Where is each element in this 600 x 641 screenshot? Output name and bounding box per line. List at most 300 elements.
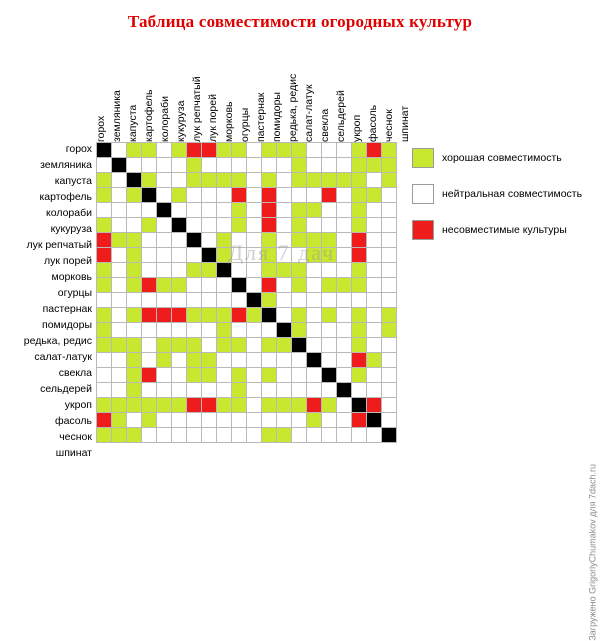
- matrix-cell: [202, 143, 217, 158]
- matrix-cell: [172, 158, 187, 173]
- legend-swatch: [412, 184, 434, 204]
- matrix-cell: [142, 413, 157, 428]
- matrix-cell: [307, 413, 322, 428]
- column-header-label: сельдерей: [335, 90, 347, 142]
- matrix-cell: [142, 338, 157, 353]
- matrix-cell: [322, 263, 337, 278]
- matrix-row: [97, 338, 397, 353]
- matrix-cell: [187, 173, 202, 188]
- matrix-cell: [382, 413, 397, 428]
- matrix-cell: [277, 398, 292, 413]
- matrix-cell: [202, 188, 217, 203]
- matrix-cell: [307, 203, 322, 218]
- matrix-cell: [322, 203, 337, 218]
- matrix-cell: [112, 323, 127, 338]
- matrix-cell: [262, 323, 277, 338]
- matrix-cell: [292, 383, 307, 398]
- matrix-cell: [352, 383, 367, 398]
- legend-item: [412, 148, 598, 168]
- matrix-cell: [127, 248, 142, 263]
- matrix-cell: [172, 398, 187, 413]
- matrix-cell: [337, 308, 352, 323]
- matrix-cell: [292, 263, 307, 278]
- legend-item: [412, 220, 598, 240]
- matrix-cell: [217, 323, 232, 338]
- matrix-cell: [157, 368, 172, 383]
- matrix-cell: [157, 338, 172, 353]
- matrix-cell: [112, 233, 127, 248]
- page-title: Таблица совместимости огородных культур: [127, 12, 473, 31]
- matrix-cell: [217, 428, 232, 443]
- matrix-cell: [322, 398, 337, 413]
- matrix-cell: [187, 353, 202, 368]
- matrix-cell: [247, 353, 262, 368]
- matrix-cell: [307, 248, 322, 263]
- matrix-cell: [112, 143, 127, 158]
- matrix-cell: [232, 368, 247, 383]
- matrix-cell: [247, 248, 262, 263]
- matrix-cell: [112, 218, 127, 233]
- matrix-cell: [232, 203, 247, 218]
- row-header-label: помидоры: [42, 319, 92, 331]
- matrix-cell: [127, 368, 142, 383]
- matrix-cell: [97, 413, 112, 428]
- matrix-cell: [157, 293, 172, 308]
- matrix-cell: [322, 413, 337, 428]
- matrix-cell: [277, 353, 292, 368]
- row-header-label: укроп: [64, 399, 92, 411]
- matrix-cell: [97, 203, 112, 218]
- matrix-cell: [292, 158, 307, 173]
- matrix-row: [97, 143, 397, 158]
- matrix-cell: [367, 263, 382, 278]
- matrix-cell: [247, 203, 262, 218]
- matrix-cell: [187, 338, 202, 353]
- matrix-cell: [292, 398, 307, 413]
- matrix-cell: [97, 293, 112, 308]
- matrix-cell: [142, 158, 157, 173]
- matrix-cell: [202, 158, 217, 173]
- matrix-cell: [112, 383, 127, 398]
- matrix-cell: [187, 428, 202, 443]
- matrix-cell: [262, 428, 277, 443]
- matrix-cell: [382, 338, 397, 353]
- matrix-table: [96, 142, 397, 443]
- matrix-cell: [127, 308, 142, 323]
- matrix-cell: [367, 308, 382, 323]
- matrix-cell: [187, 233, 202, 248]
- matrix-cell: [157, 188, 172, 203]
- matrix-cell: [247, 428, 262, 443]
- matrix-cell: [367, 203, 382, 218]
- matrix-cell: [352, 248, 367, 263]
- legend-swatch: [412, 220, 434, 240]
- matrix-cell: [352, 323, 367, 338]
- matrix-cell: [277, 428, 292, 443]
- matrix-cell: [142, 353, 157, 368]
- matrix-cell: [127, 158, 142, 173]
- matrix-cell: [367, 383, 382, 398]
- matrix-cell: [292, 248, 307, 263]
- matrix-cell: [187, 323, 202, 338]
- matrix-cell: [247, 263, 262, 278]
- matrix-cell: [202, 248, 217, 263]
- matrix-cell: [382, 143, 397, 158]
- matrix-cell: [187, 188, 202, 203]
- matrix-cell: [202, 218, 217, 233]
- matrix-cell: [157, 158, 172, 173]
- matrix-cell: [322, 248, 337, 263]
- matrix-cell: [337, 338, 352, 353]
- matrix-cell: [202, 398, 217, 413]
- matrix-cell: [382, 158, 397, 173]
- matrix-cell: [97, 218, 112, 233]
- row-header-label: огурцы: [57, 287, 92, 299]
- matrix-cell: [202, 203, 217, 218]
- matrix-cell: [307, 398, 322, 413]
- matrix-cell: [202, 383, 217, 398]
- column-header-label: фасоль: [367, 104, 379, 142]
- matrix-cell: [292, 308, 307, 323]
- matrix-cell: [277, 338, 292, 353]
- matrix-cell: [97, 383, 112, 398]
- matrix-cell: [337, 323, 352, 338]
- matrix-cell: [202, 278, 217, 293]
- matrix-cell: [97, 308, 112, 323]
- matrix-cell: [337, 248, 352, 263]
- matrix-cell: [247, 338, 262, 353]
- matrix-cell: [292, 428, 307, 443]
- matrix-cell: [262, 188, 277, 203]
- row-header-label: горох: [65, 143, 92, 155]
- matrix-cell: [232, 338, 247, 353]
- matrix-cell: [337, 278, 352, 293]
- legend-item: [412, 184, 598, 204]
- column-headers: [95, 46, 411, 142]
- matrix-cell: [157, 428, 172, 443]
- matrix-cell: [142, 383, 157, 398]
- matrix-cell: [112, 293, 127, 308]
- matrix-cell: [217, 173, 232, 188]
- matrix-cell: [247, 218, 262, 233]
- matrix-cell: [202, 368, 217, 383]
- matrix-cell: [127, 218, 142, 233]
- matrix-cell: [112, 338, 127, 353]
- row-header-label: капуста: [54, 175, 92, 187]
- watermark-center: Для 7 дач: [228, 240, 336, 265]
- matrix-cell: [142, 173, 157, 188]
- matrix-cell: [322, 173, 337, 188]
- matrix-cell: [172, 353, 187, 368]
- matrix-cell: [352, 158, 367, 173]
- matrix-cell: [217, 293, 232, 308]
- legend-label: несовместимые культуры: [442, 224, 567, 236]
- matrix-cell: [337, 158, 352, 173]
- matrix-cell: [97, 143, 112, 158]
- matrix-cell: [247, 278, 262, 293]
- matrix-cell: [277, 383, 292, 398]
- matrix-cell: [157, 248, 172, 263]
- matrix-cell: [172, 263, 187, 278]
- matrix-row: [97, 248, 397, 263]
- matrix-cell: [112, 158, 127, 173]
- matrix-cell: [127, 383, 142, 398]
- watermark-attribution: Загружено GrigoriyChumakov для 7dach.ru: [588, 464, 598, 641]
- matrix-cell: [217, 188, 232, 203]
- matrix-cell: [367, 323, 382, 338]
- matrix-cell: [292, 338, 307, 353]
- matrix-cell: [337, 428, 352, 443]
- matrix-row: [97, 428, 397, 443]
- matrix-cell: [142, 323, 157, 338]
- legend-label: нейтральная совместимость: [442, 188, 583, 200]
- matrix-cell: [322, 293, 337, 308]
- row-header-label: пастернак: [42, 303, 92, 315]
- column-header-label: укроп: [351, 114, 363, 142]
- matrix-cell: [127, 173, 142, 188]
- matrix-cell: [322, 158, 337, 173]
- matrix-cell: [247, 413, 262, 428]
- matrix-cell: [307, 308, 322, 323]
- column-header-label: капуста: [127, 104, 139, 142]
- matrix-cell: [337, 353, 352, 368]
- matrix-row: [97, 293, 397, 308]
- matrix-cell: [142, 248, 157, 263]
- matrix-cell: [337, 203, 352, 218]
- matrix-row: [97, 398, 397, 413]
- row-header-label: земляника: [40, 159, 92, 171]
- matrix-cell: [187, 383, 202, 398]
- matrix-cell: [367, 353, 382, 368]
- matrix-cell: [202, 428, 217, 443]
- matrix-cell: [217, 233, 232, 248]
- matrix-cell: [97, 188, 112, 203]
- matrix-cell: [157, 278, 172, 293]
- matrix-cell: [292, 413, 307, 428]
- row-header-label: колораби: [46, 207, 92, 219]
- matrix-cell: [217, 143, 232, 158]
- matrix-cell: [367, 338, 382, 353]
- matrix-cell: [262, 383, 277, 398]
- matrix-cell: [112, 278, 127, 293]
- column-header-label: колораби: [159, 96, 171, 142]
- matrix-cell: [112, 413, 127, 428]
- matrix-cell: [292, 293, 307, 308]
- matrix-cell: [247, 143, 262, 158]
- matrix-cell: [127, 413, 142, 428]
- matrix-cell: [127, 203, 142, 218]
- matrix-cell: [277, 248, 292, 263]
- matrix-cell: [232, 143, 247, 158]
- matrix-row: [97, 383, 397, 398]
- matrix-row: [97, 263, 397, 278]
- row-header-label: сельдерей: [40, 383, 92, 395]
- matrix-cell: [367, 173, 382, 188]
- matrix-cell: [292, 203, 307, 218]
- matrix-cell: [292, 188, 307, 203]
- matrix-cell: [217, 338, 232, 353]
- matrix-cell: [112, 173, 127, 188]
- matrix-cell: [382, 278, 397, 293]
- matrix-cell: [262, 368, 277, 383]
- matrix-cell: [127, 323, 142, 338]
- matrix-cell: [247, 293, 262, 308]
- matrix-cell: [277, 293, 292, 308]
- matrix-cell: [367, 158, 382, 173]
- matrix-cell: [142, 143, 157, 158]
- matrix-cell: [112, 203, 127, 218]
- matrix-cell: [322, 338, 337, 353]
- matrix-cell: [187, 308, 202, 323]
- column-header-label: пастернак: [255, 92, 267, 142]
- matrix-cell: [172, 368, 187, 383]
- matrix-cell: [262, 158, 277, 173]
- matrix-cell: [382, 263, 397, 278]
- matrix-cell: [307, 233, 322, 248]
- matrix-row: [97, 158, 397, 173]
- matrix-cell: [217, 248, 232, 263]
- matrix-cell: [97, 368, 112, 383]
- matrix-cell: [202, 323, 217, 338]
- matrix-cell: [277, 188, 292, 203]
- matrix-cell: [127, 338, 142, 353]
- matrix-cell: [337, 398, 352, 413]
- column-header-label: помидоры: [271, 92, 283, 142]
- matrix-cell: [352, 143, 367, 158]
- matrix-cell: [217, 158, 232, 173]
- matrix-cell: [142, 233, 157, 248]
- matrix-cell: [262, 233, 277, 248]
- matrix-cell: [262, 308, 277, 323]
- matrix-cell: [262, 413, 277, 428]
- matrix-cell: [232, 353, 247, 368]
- matrix-cell: [247, 158, 262, 173]
- matrix-cell: [187, 218, 202, 233]
- matrix-cell: [247, 233, 262, 248]
- matrix-cell: [172, 383, 187, 398]
- matrix-row: [97, 323, 397, 338]
- matrix-cell: [97, 323, 112, 338]
- legend-swatch: [412, 148, 434, 168]
- matrix-cell: [97, 398, 112, 413]
- matrix-cell: [187, 278, 202, 293]
- matrix-cell: [127, 428, 142, 443]
- matrix-cell: [247, 368, 262, 383]
- matrix-cell: [232, 413, 247, 428]
- matrix-cell: [202, 233, 217, 248]
- matrix-cell: [307, 338, 322, 353]
- matrix-cell: [232, 233, 247, 248]
- matrix-cell: [157, 143, 172, 158]
- matrix-cell: [292, 218, 307, 233]
- matrix-cell: [367, 248, 382, 263]
- matrix-cell: [262, 203, 277, 218]
- matrix-cell: [202, 263, 217, 278]
- matrix-cell: [337, 413, 352, 428]
- matrix-cell: [277, 143, 292, 158]
- matrix-cell: [247, 308, 262, 323]
- matrix-cell: [232, 383, 247, 398]
- matrix-cell: [142, 398, 157, 413]
- matrix-cell: [382, 203, 397, 218]
- matrix-cell: [112, 368, 127, 383]
- matrix-cell: [292, 323, 307, 338]
- matrix-cell: [142, 308, 157, 323]
- matrix-cell: [337, 218, 352, 233]
- matrix-cell: [262, 263, 277, 278]
- matrix-cell: [172, 278, 187, 293]
- matrix-cell: [232, 158, 247, 173]
- matrix-cell: [277, 173, 292, 188]
- matrix-cell: [352, 428, 367, 443]
- matrix-cell: [157, 203, 172, 218]
- column-header-label: лук репчатый: [191, 76, 203, 142]
- matrix-cell: [157, 233, 172, 248]
- matrix-cell: [172, 188, 187, 203]
- matrix-cell: [172, 248, 187, 263]
- matrix-cell: [142, 203, 157, 218]
- matrix-cell: [232, 278, 247, 293]
- matrix-cell: [292, 353, 307, 368]
- matrix-cell: [367, 293, 382, 308]
- matrix-cell: [127, 353, 142, 368]
- column-header-label: горох: [95, 115, 107, 142]
- matrix-cell: [247, 323, 262, 338]
- matrix-cell: [202, 413, 217, 428]
- matrix-cell: [337, 293, 352, 308]
- column-header-label: салат-латук: [303, 84, 315, 142]
- matrix-cell: [262, 218, 277, 233]
- matrix-cell: [382, 218, 397, 233]
- row-header-label: чеснок: [59, 431, 92, 443]
- matrix-cell: [112, 398, 127, 413]
- matrix-cell: [172, 293, 187, 308]
- row-header-label: картофель: [39, 191, 92, 203]
- matrix-cell: [337, 233, 352, 248]
- matrix-cell: [217, 263, 232, 278]
- matrix-cell: [277, 233, 292, 248]
- matrix-cell: [352, 368, 367, 383]
- row-headers: [0, 142, 92, 462]
- matrix-cell: [142, 278, 157, 293]
- matrix-cell: [172, 218, 187, 233]
- row-header-label: лук репчатый: [26, 239, 92, 251]
- matrix-cell: [277, 323, 292, 338]
- matrix-cell: [382, 233, 397, 248]
- matrix-cell: [217, 203, 232, 218]
- column-header-label: огурцы: [239, 107, 251, 142]
- matrix-cell: [187, 413, 202, 428]
- matrix-row: [97, 308, 397, 323]
- matrix-cell: [232, 308, 247, 323]
- matrix-cell: [322, 308, 337, 323]
- matrix-cell: [352, 203, 367, 218]
- matrix-cell: [127, 398, 142, 413]
- matrix-cell: [322, 428, 337, 443]
- matrix-cell: [247, 173, 262, 188]
- matrix-cell: [157, 323, 172, 338]
- column-header-label: морковь: [223, 101, 235, 142]
- row-header-label: фасоль: [54, 415, 92, 427]
- matrix-cell: [307, 278, 322, 293]
- matrix-cell: [322, 323, 337, 338]
- matrix-cell: [277, 368, 292, 383]
- matrix-cell: [97, 233, 112, 248]
- matrix-cell: [352, 173, 367, 188]
- matrix-cell: [337, 383, 352, 398]
- matrix-cell: [277, 278, 292, 293]
- column-header-label: свекла: [319, 108, 331, 142]
